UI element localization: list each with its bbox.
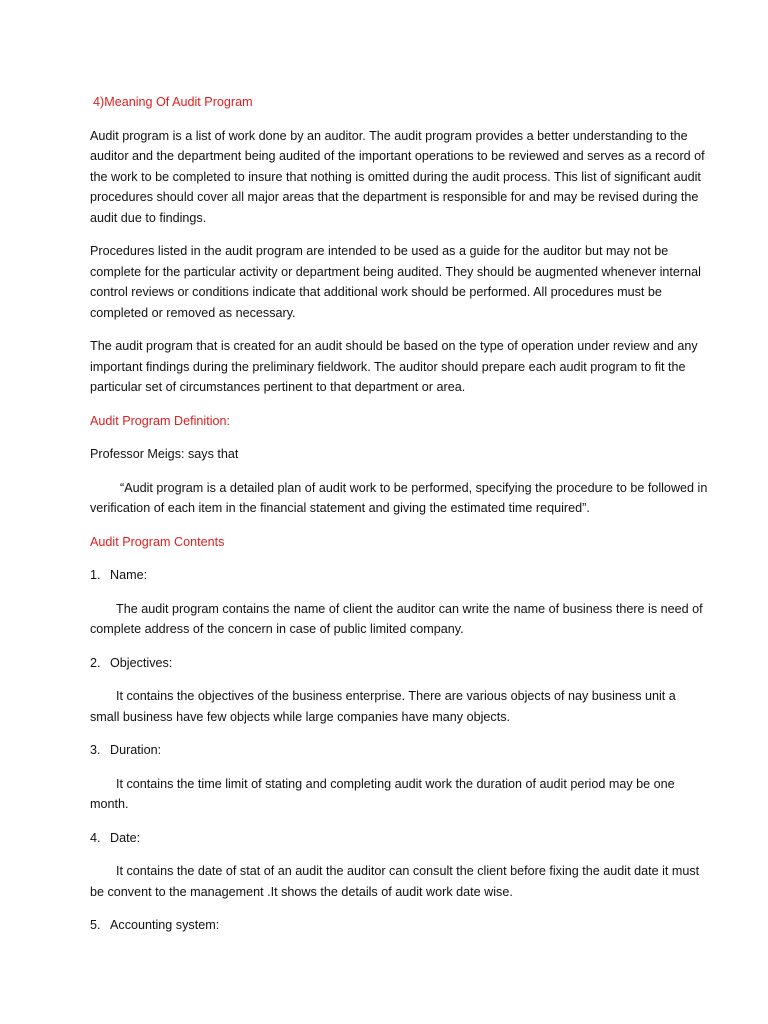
list-item-title bbox=[90, 565, 708, 586]
list-item-text: The audit program contains the name of client the auditor can write the name of business there is need of complete address of the concern in case of public limited company. bbox=[90, 601, 703, 636]
list-item-text: It contains the date of stat of an audit the auditor can consult the client before fixing the audit date it must be convent to the management .It shows the details of audit work date wise. bbox=[90, 864, 700, 899]
list-item-label: Date: bbox=[110, 830, 141, 845]
paragraph-2: Procedures listed in the audit program are intended to be used as a guide for the auditor but may not be complete for the particular activity or department being audited. They should be augmented whenever internal control reviews or conditions indicate that additional work should be performed. All procedures must be completed or removed as necessary. bbox=[90, 244, 701, 320]
list-item-number: 3. bbox=[90, 743, 101, 757]
list-item-text: It contains the objectives of the business enterprise. There are various objects of nay business unit a small business have few objects while large companies have many objects. bbox=[90, 689, 676, 724]
list-item-number: 5. bbox=[90, 918, 101, 932]
paragraph-3: The audit program that is created for an audit should be based on the type of operation under review and any important findings during the preliminary fieldwork. The auditor should prepare each audit program to fit the particular set of circumstances pertinent to that department or area. bbox=[90, 339, 698, 394]
list-item-label: Accounting system: bbox=[110, 918, 220, 932]
page-title: 4)Meaning Of Audit Program bbox=[93, 95, 253, 109]
definition-intro: Professor Meigs: says that bbox=[90, 447, 239, 461]
list-item-label: Duration: bbox=[110, 743, 162, 757]
list-item-title bbox=[90, 828, 708, 849]
paragraph-1: Audit program is a list of work done by an auditor. The audit program provides a better understanding to the auditor and the department being audited of the important operations to be reviewed and serves as a record of the work to be completed to insure that nothing is omitted during the audit process. This list of significant audit procedures should cover all major areas that the department is responsible for and may be revised during the audit due to findings. bbox=[90, 128, 705, 225]
list-item-title bbox=[90, 740, 708, 761]
definition-heading: Audit Program Definition: bbox=[90, 413, 230, 428]
list-item-number: 2. bbox=[90, 655, 101, 670]
list-item-text: It contains the time limit of stating and completing audit work the duration of audit period may be one month. bbox=[90, 776, 675, 811]
list-item-title bbox=[90, 653, 708, 674]
list-item-label: Name: bbox=[110, 568, 148, 582]
definition-quote: “Audit program is a detailed plan of audit work to be performed, specifying the procedure to be followed in verification of each item in the financial statement and giving the estimated time required”. bbox=[90, 480, 708, 515]
contents-heading: Audit Program Contents bbox=[90, 534, 225, 549]
list-item-title bbox=[90, 915, 708, 936]
list-item-number: 4. bbox=[90, 830, 101, 845]
list-item-number: 1. bbox=[90, 568, 101, 582]
list-item-label: Objectives: bbox=[110, 655, 173, 670]
